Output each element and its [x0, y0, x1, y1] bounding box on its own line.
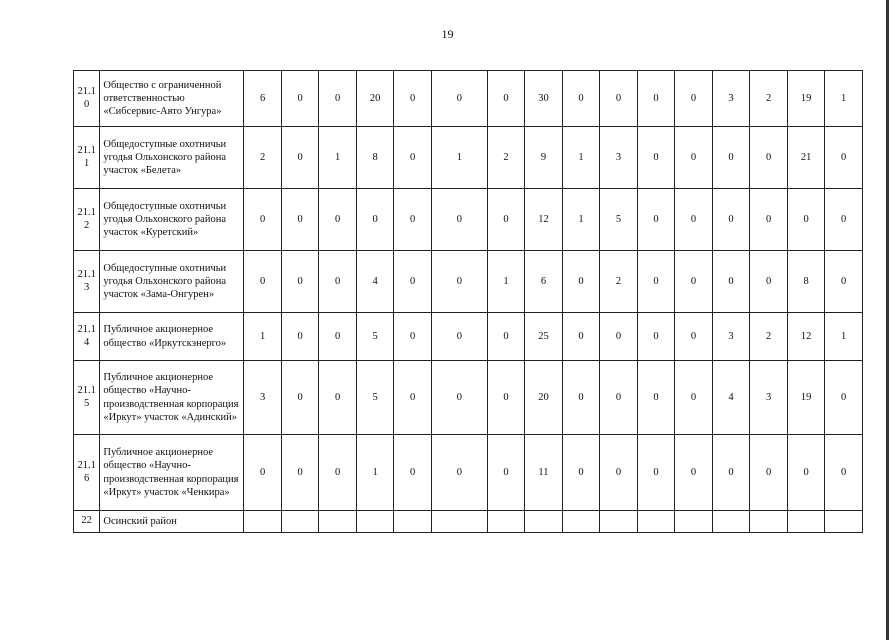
value-cell: 0 [281, 313, 319, 361]
value-cell: 0 [637, 251, 675, 313]
value-cell: 0 [712, 189, 750, 251]
table-row [74, 435, 863, 511]
value-cell: 3 [712, 71, 750, 127]
value-cell: 0 [319, 361, 357, 435]
value-cell [431, 511, 487, 533]
value-cell [525, 511, 563, 533]
value-cell: 0 [244, 251, 282, 313]
value-cell: 0 [675, 127, 713, 189]
value-cell: 0 [487, 435, 525, 511]
value-cell: 0 [319, 189, 357, 251]
row-index-cell: 22 [74, 511, 100, 533]
value-cell: 0 [281, 189, 319, 251]
value-cell [244, 511, 282, 533]
row-name-cell: Осинский район [100, 511, 244, 533]
value-cell: 2 [750, 71, 788, 127]
value-cell [712, 511, 750, 533]
value-cell: 0 [637, 71, 675, 127]
value-cell: 0 [562, 435, 600, 511]
row-name-cell: Общество с ограниченной ответственностью «Сибсервис-Авто Унгура» [100, 71, 244, 127]
value-cell [281, 511, 319, 533]
row-index-cell: 21.1 2 [74, 189, 100, 251]
value-cell: 20 [525, 361, 563, 435]
value-cell: 1 [244, 313, 282, 361]
value-cell: 5 [356, 313, 394, 361]
value-cell: 0 [487, 71, 525, 127]
value-cell: 0 [637, 127, 675, 189]
value-cell: 0 [244, 435, 282, 511]
value-cell: 0 [431, 361, 487, 435]
value-cell: 0 [562, 361, 600, 435]
value-cell: 0 [319, 71, 357, 127]
value-cell: 0 [281, 361, 319, 435]
value-cell [825, 511, 863, 533]
value-cell [600, 511, 638, 533]
value-cell [394, 511, 432, 533]
row-index-cell: 21.1 1 [74, 127, 100, 189]
row-index-cell: 21.1 5 [74, 361, 100, 435]
row-name-cell: Публичное акционерное общество «Научно-производственная корпорация «Иркут» участок «Ченкира» [100, 435, 244, 511]
value-cell: 4 [712, 361, 750, 435]
row-name-cell: Публичное акционерное общество «Иркутскэнерго» [100, 313, 244, 361]
value-cell: 0 [637, 189, 675, 251]
value-cell: 0 [394, 361, 432, 435]
value-cell: 0 [712, 127, 750, 189]
value-cell: 19 [787, 361, 825, 435]
value-cell: 0 [787, 435, 825, 511]
value-cell: 2 [750, 313, 788, 361]
value-cell: 0 [394, 71, 432, 127]
value-cell: 1 [356, 435, 394, 511]
value-cell: 0 [825, 189, 863, 251]
value-cell: 0 [750, 189, 788, 251]
value-cell: 0 [487, 189, 525, 251]
value-cell: 0 [750, 251, 788, 313]
value-cell: 3 [600, 127, 638, 189]
table-row [74, 361, 863, 435]
value-cell: 0 [244, 189, 282, 251]
value-cell: 20 [356, 71, 394, 127]
data-table [73, 70, 863, 533]
value-cell: 3 [244, 361, 282, 435]
table-row [74, 71, 863, 127]
value-cell: 9 [525, 127, 563, 189]
value-cell: 0 [281, 71, 319, 127]
value-cell: 5 [600, 189, 638, 251]
value-cell [319, 511, 357, 533]
value-cell: 0 [319, 313, 357, 361]
value-cell: 0 [281, 251, 319, 313]
value-cell: 0 [675, 251, 713, 313]
value-cell: 2 [244, 127, 282, 189]
table-row [74, 189, 863, 251]
value-cell: 0 [394, 127, 432, 189]
value-cell: 1 [431, 127, 487, 189]
value-cell: 0 [600, 71, 638, 127]
row-index-cell: 21.1 3 [74, 251, 100, 313]
value-cell: 0 [787, 189, 825, 251]
value-cell: 1 [562, 189, 600, 251]
value-cell [750, 511, 788, 533]
value-cell: 1 [562, 127, 600, 189]
value-cell: 0 [281, 435, 319, 511]
row-index-cell: 21.1 0 [74, 71, 100, 127]
value-cell: 6 [244, 71, 282, 127]
value-cell: 0 [394, 313, 432, 361]
value-cell: 0 [431, 435, 487, 511]
value-cell: 12 [525, 189, 563, 251]
value-cell: 0 [319, 251, 357, 313]
value-cell: 3 [712, 313, 750, 361]
value-cell: 2 [487, 127, 525, 189]
value-cell [787, 511, 825, 533]
value-cell: 0 [637, 361, 675, 435]
value-cell: 0 [562, 251, 600, 313]
page-number: 19 [441, 27, 454, 41]
value-cell: 0 [394, 189, 432, 251]
value-cell [487, 511, 525, 533]
row-name-cell: Публичное акционерное общество «Научно-производственная корпорация «Иркут» участок «Адинский» [100, 361, 244, 435]
value-cell: 0 [825, 435, 863, 511]
value-cell: 0 [487, 361, 525, 435]
value-cell: 0 [712, 251, 750, 313]
value-cell: 0 [637, 435, 675, 511]
value-cell [637, 511, 675, 533]
table-row [74, 251, 863, 313]
value-cell: 0 [825, 127, 863, 189]
value-cell: 3 [750, 361, 788, 435]
value-cell: 0 [675, 189, 713, 251]
value-cell: 0 [431, 71, 487, 127]
value-cell: 2 [600, 251, 638, 313]
value-cell: 1 [825, 71, 863, 127]
value-cell: 0 [394, 435, 432, 511]
scan-edge-line [886, 0, 889, 640]
value-cell: 0 [675, 313, 713, 361]
value-cell: 0 [675, 361, 713, 435]
value-cell: 0 [712, 435, 750, 511]
value-cell: 8 [787, 251, 825, 313]
value-cell: 6 [525, 251, 563, 313]
value-cell: 0 [394, 251, 432, 313]
row-name-cell: Общедоступные охотничьи угодья Ольхонского района участок «Белета» [100, 127, 244, 189]
value-cell: 0 [600, 435, 638, 511]
value-cell: 0 [750, 435, 788, 511]
value-cell: 0 [825, 251, 863, 313]
value-cell: 0 [356, 189, 394, 251]
value-cell: 19 [787, 71, 825, 127]
value-cell [675, 511, 713, 533]
value-cell: 11 [525, 435, 563, 511]
value-cell: 0 [562, 313, 600, 361]
value-cell: 21 [787, 127, 825, 189]
row-index-cell: 21.1 4 [74, 313, 100, 361]
row-name-cell: Общедоступные охотничьи угодья Ольхонского района участок «Куретский» [100, 189, 244, 251]
value-cell: 0 [600, 361, 638, 435]
value-cell [356, 511, 394, 533]
table-row [74, 127, 863, 189]
value-cell: 0 [431, 251, 487, 313]
value-cell: 0 [487, 313, 525, 361]
value-cell: 30 [525, 71, 563, 127]
value-cell: 0 [637, 313, 675, 361]
table-row [74, 511, 863, 533]
value-cell: 0 [562, 71, 600, 127]
value-cell: 0 [319, 435, 357, 511]
value-cell: 1 [487, 251, 525, 313]
value-cell: 0 [675, 71, 713, 127]
value-cell: 1 [825, 313, 863, 361]
value-cell: 0 [825, 361, 863, 435]
value-cell: 25 [525, 313, 563, 361]
table-row [74, 313, 863, 361]
row-name-cell: Общедоступные охотничьи угодья Ольхонского района участок «Зама-Онгурен» [100, 251, 244, 313]
value-cell: 0 [600, 313, 638, 361]
value-cell: 0 [431, 313, 487, 361]
value-cell: 0 [431, 189, 487, 251]
value-cell [562, 511, 600, 533]
row-index-cell: 21.1 6 [74, 435, 100, 511]
value-cell: 1 [319, 127, 357, 189]
value-cell: 0 [281, 127, 319, 189]
value-cell: 12 [787, 313, 825, 361]
value-cell: 8 [356, 127, 394, 189]
value-cell: 0 [750, 127, 788, 189]
value-cell: 0 [675, 435, 713, 511]
value-cell: 5 [356, 361, 394, 435]
value-cell: 4 [356, 251, 394, 313]
